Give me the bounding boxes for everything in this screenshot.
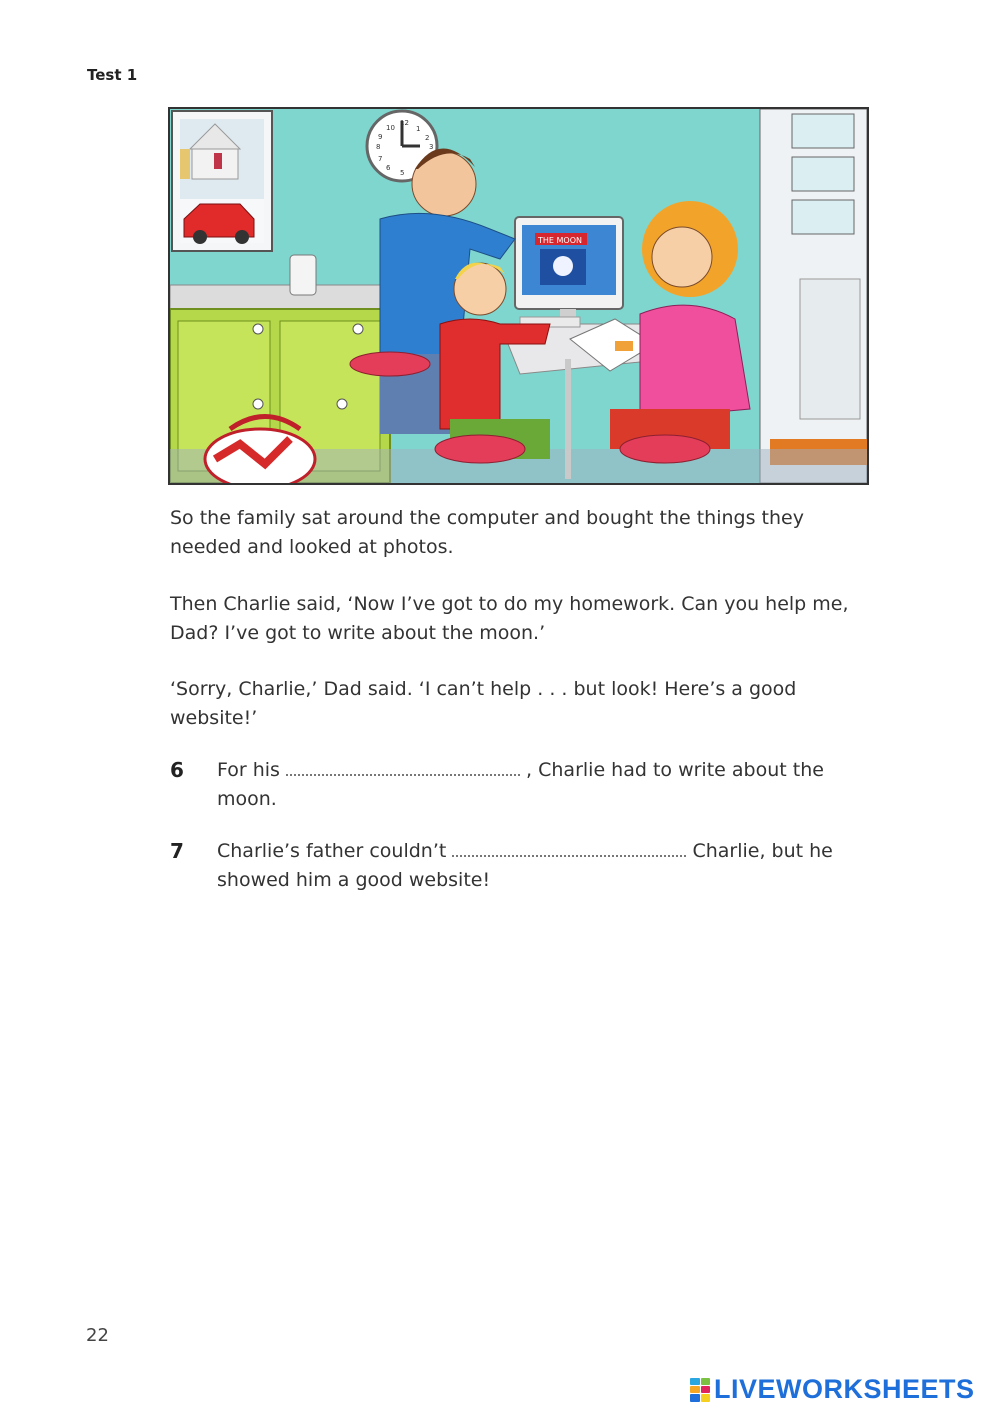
clock-number: 3 [429,143,434,151]
family-computer-illustration [168,107,869,485]
page-number: 22 [86,1325,109,1346]
question-number: 6 [170,758,184,782]
clock-number: 8 [376,143,381,151]
question-text-after: Charlie, but he showed him a good website! [217,840,833,891]
door [760,109,867,483]
clock-number: 1 [416,125,421,133]
jug [290,255,316,295]
clock-number: 7 [378,155,383,163]
question-number: 7 [170,839,184,863]
clock-number: 9 [378,133,383,141]
answer-blank-6[interactable] [286,756,520,776]
liveworksheets-brand [690,1374,975,1405]
story-paragraph: Then Charlie said, ‘Now I’ve got to do my homework. Can you help me, Dad? I’ve got to write about the moon.’ [170,593,849,644]
liveworksheets-logo-icon [690,1378,710,1402]
clock-number: 2 [425,134,430,142]
question-text-after: , Charlie had to write about the moon. [217,759,824,810]
test-label: Test 1 [87,66,138,84]
story-paragraph: ‘Sorry, Charlie,’ Dad said. ‘I can’t help . . . but look! Here’s a good website!’ [170,678,797,729]
clock-number: 6 [386,164,391,172]
brand-name: LIVEWORKSHEETS [714,1374,975,1404]
question-text-before: For his [217,759,280,781]
clock-number: 10 [386,124,395,132]
screen-title: THE MOON [538,236,582,245]
answer-blank-7[interactable] [452,837,686,857]
clock-number: 5 [400,169,405,177]
story-paragraph: So the family sat around the computer and bought the things they needed and looked at photos. [170,507,804,558]
window [172,111,272,251]
question-text-before: Charlie’s father couldn’t [217,840,447,862]
clock-number: 12 [400,119,409,127]
